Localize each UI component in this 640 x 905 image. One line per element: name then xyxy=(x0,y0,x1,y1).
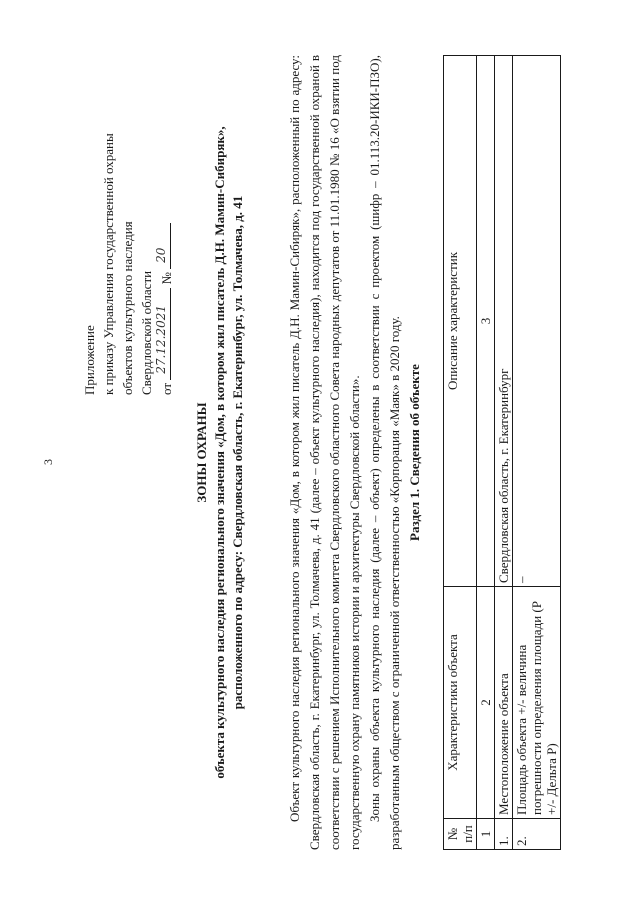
title-line-3: расположенного по адресу: Свердловская область, г. Екатеринбург, ул. Толмачева, д. 41 xyxy=(230,195,245,710)
paragraph-2: Зоны охраны объекта культурного наследия (далее – объект) определены в соответствии с проектом (шифр – 01.113.20-ИКИ-ПЗО), разработанным обществом с ограниченной ответственностью «Корпорация «Маяк» в 2020 году. xyxy=(367,55,402,850)
appendix-order-line: к приказу Управления государственной охраны xyxy=(101,133,116,395)
number-field xyxy=(156,223,171,269)
table-header-row xyxy=(444,56,477,850)
number-label: № xyxy=(159,272,174,285)
row-num: 2. xyxy=(513,819,561,850)
document-title xyxy=(193,80,247,825)
colnum-2: 2 xyxy=(477,587,495,819)
table-row xyxy=(513,56,561,850)
row-characteristic: Местоположение объекта xyxy=(495,587,513,819)
page-number: 3 xyxy=(41,459,55,465)
appendix-objects-line: объектов культурного наследия xyxy=(120,221,135,395)
appendix-date-number-line xyxy=(156,65,176,395)
colnum-3: 3 xyxy=(477,56,495,587)
section-title: Раздел 1. Сведения об объекте xyxy=(407,364,422,541)
row-characteristic: Площадь объекта +/- величина погрешности определения площади (P +/- Дельта P) xyxy=(513,587,561,819)
appendix-block xyxy=(80,65,176,395)
object-info-table xyxy=(443,55,561,850)
title-line-2: объекта культурного наследия регионального значения «Дом, в котором жил писатель Д.Н. Мамин-Сибиряк», xyxy=(212,126,227,779)
header-description: Описание характеристик xyxy=(444,56,477,587)
table-row xyxy=(495,56,513,850)
appendix-region-line: Свердловской области xyxy=(139,270,154,395)
table-colnum-row xyxy=(477,56,495,850)
appendix-label: Приложение xyxy=(82,325,97,395)
date-handwritten: 27.12.2021 xyxy=(154,305,168,374)
row-num: 1. xyxy=(495,819,513,850)
paragraph-1: Объект культурного наследия регионального значения «Дом, в котором жил писатель Д.Н. Мамин-Сибиряк», расположенный по адресу: Свердловская область, г. Екатеринбург, ул. Толмачева, д. 41 (далее – объект культурного наследия), находится под государственной охраной в соответствии с решением Исполнительного комитета Свердловского областного Совета народных депутатов от 11.01.1980 № 16 «О взятии под государственную охрану памятников истории и архитектуры Свердловской области». xyxy=(287,55,362,850)
header-num: № п/п xyxy=(444,819,477,850)
title-line-1: ЗОНЫ ОХРАНЫ xyxy=(194,402,209,503)
row-description: – xyxy=(513,56,561,587)
header-characteristics: Характеристики объекта xyxy=(444,587,477,819)
date-field xyxy=(156,288,171,380)
row-description: Свердловская область, г. Екатеринбург xyxy=(495,56,513,587)
number-handwritten: 20 xyxy=(154,247,168,263)
colnum-1: 1 xyxy=(477,819,495,850)
from-label: от xyxy=(159,382,174,395)
